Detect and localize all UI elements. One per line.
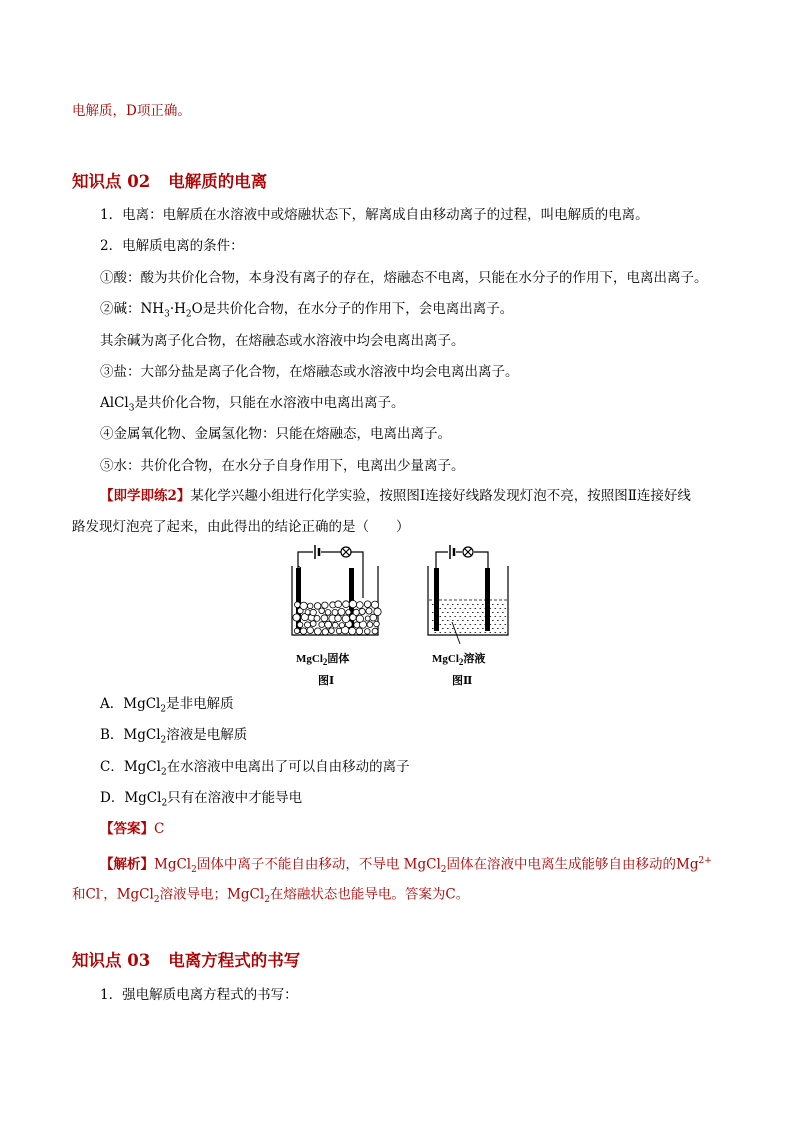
option-d-text: D．MgCl xyxy=(100,790,162,806)
alcl-sub: 3 xyxy=(128,403,135,414)
solid-particle xyxy=(305,622,311,628)
option-d-text-2: 只有在溶液中才能导电 xyxy=(167,790,303,806)
solution-dot xyxy=(447,620,449,621)
solution-dot xyxy=(502,612,504,613)
option-a-sub: 2 xyxy=(160,704,167,715)
solid-particle xyxy=(366,608,372,614)
figure-1-circuit xyxy=(285,540,385,645)
base-text-3: O是共价化合物，在水分子的作用下，会电离出离子。 xyxy=(191,301,514,317)
analysis-2c: 溶液导电；MgCl xyxy=(159,886,265,903)
base-sub-2: 2 xyxy=(185,309,192,320)
solid-particle xyxy=(342,615,350,623)
option-a xyxy=(100,694,234,720)
analysis-1d: 固体在溶液中电离生成能够自由移动的 xyxy=(446,856,676,873)
section-03-heading xyxy=(72,947,300,971)
solution-dot xyxy=(490,632,492,633)
solid-particle xyxy=(322,629,328,635)
solution-dot xyxy=(470,632,472,633)
solution-dot xyxy=(502,604,504,605)
solution-dot xyxy=(452,612,454,613)
solid-particle xyxy=(349,627,356,634)
analysis-1c-sub: 2 xyxy=(440,865,447,876)
solution-dot xyxy=(455,616,457,617)
analysis-1b: 固体中离子不能自由移动，不导电 xyxy=(196,856,400,873)
solution-dot xyxy=(492,620,494,621)
exercise-tag: 【即学即练2】 xyxy=(100,488,191,504)
solid-particle xyxy=(314,603,321,610)
analysis-line-1 xyxy=(100,851,712,880)
solid-particle xyxy=(374,621,380,627)
solution-dot xyxy=(460,616,462,617)
paragraph-salt: ③盐：大部分盐是离子化合物，在熔融态或水溶液中均会电离出离子。 xyxy=(100,364,519,380)
solution-dot xyxy=(462,628,464,629)
fig2-label-sub: 2 xyxy=(458,657,464,668)
solution-dot xyxy=(482,620,484,621)
paragraph-metal-oxide: ④金属氧化物、金属氢化物：只能在熔融态，电离出离子。 xyxy=(100,426,451,442)
fig1-label-text: MgCl xyxy=(296,653,323,665)
solid-particle xyxy=(372,628,378,634)
solution-dot xyxy=(477,628,479,629)
solution-dot xyxy=(442,612,444,613)
analysis-1c: MgCl xyxy=(399,856,441,873)
solution-dot xyxy=(445,632,447,633)
analysis-2b-sub: 2 xyxy=(153,895,160,906)
base-text-1: ②碱：NH xyxy=(100,301,165,317)
option-c-sub: 2 xyxy=(160,767,167,778)
alcl-text: AlCl xyxy=(100,395,129,411)
paragraph-base xyxy=(100,299,513,325)
solution-dot xyxy=(472,620,474,621)
fig2-label-text-2: 溶液 xyxy=(463,653,486,665)
solid-particle xyxy=(314,615,320,621)
option-c-text-2: 在水溶液中电离出了可以自由移动的离子 xyxy=(166,759,410,775)
answer-line xyxy=(100,819,164,839)
solution-dot xyxy=(452,604,454,605)
paragraph-alcl3 xyxy=(100,393,404,419)
solution-dot xyxy=(470,608,472,609)
solid-particle xyxy=(305,610,310,615)
solution-dot xyxy=(447,628,449,629)
solution-dot xyxy=(440,632,442,633)
solution-dot xyxy=(432,628,434,629)
solution-dot xyxy=(495,616,497,617)
solution-dot xyxy=(465,616,467,617)
analysis-1a: MgCl xyxy=(154,856,192,873)
solution-dot xyxy=(465,632,467,633)
solution-dot xyxy=(485,632,487,633)
analysis-2a: 和Cl xyxy=(72,886,101,903)
solid-particle xyxy=(322,602,328,608)
solution-dot xyxy=(462,604,464,605)
solid-particle xyxy=(310,621,316,627)
section-02-heading xyxy=(72,168,267,192)
solution-dot xyxy=(467,620,469,621)
solid-particle xyxy=(339,623,344,628)
solid-particle xyxy=(365,629,371,635)
solution-dot xyxy=(480,608,482,609)
analysis-2b: ，MgCl xyxy=(103,886,154,903)
solution-dot xyxy=(477,612,479,613)
analysis-2a-sup: - xyxy=(100,886,104,896)
solution-dot xyxy=(482,628,484,629)
solution-dot xyxy=(492,628,494,629)
solution-dot xyxy=(457,628,459,629)
solid-particle xyxy=(321,615,328,622)
alcl-text-2: 是共价化合物，只能在水溶液中电离出离子。 xyxy=(134,395,405,411)
analysis-1a-sub: 2 xyxy=(191,865,197,876)
analysis-1e-sup: 2+ xyxy=(698,856,712,866)
figure-2-label xyxy=(432,650,485,667)
solution-dot xyxy=(500,632,502,633)
solution-dot xyxy=(467,604,469,605)
solution-dot xyxy=(475,632,477,633)
solid-particle xyxy=(297,622,303,628)
solid-particle xyxy=(349,600,356,607)
solution-dot xyxy=(502,620,504,621)
solution-dot xyxy=(447,612,449,613)
analysis-1e: Mg xyxy=(676,856,699,873)
solution-dot xyxy=(450,616,452,617)
solution-dot xyxy=(442,604,444,605)
solution-dot xyxy=(452,620,454,621)
solution-dot xyxy=(477,604,479,605)
solid-particle xyxy=(356,615,363,622)
section-02-title: 电解质的电离 xyxy=(168,172,268,191)
paragraph-strong-electrolyte: 1．强电解质电离方程式的书写： xyxy=(100,987,298,1003)
section-03-title: 电离方程式的书写 xyxy=(168,951,301,970)
solid-particle xyxy=(294,628,299,633)
solution-dot xyxy=(477,620,479,621)
option-d xyxy=(100,788,302,814)
solution-dot xyxy=(475,608,477,609)
solution-dot xyxy=(500,624,502,625)
solution-dot xyxy=(432,604,434,605)
solution-dot xyxy=(505,616,507,617)
analysis-2c-sub: 2 xyxy=(264,895,270,906)
solution-dot xyxy=(482,604,484,605)
paragraph-water: ⑤水：共价化合物，在水分子自身作用下，电离出少量离子。 xyxy=(100,458,465,474)
fig2-label-text: MgCl xyxy=(432,653,459,665)
solution-dot xyxy=(457,604,459,605)
base-sub-1: 3 xyxy=(164,309,170,320)
solid-particle xyxy=(371,601,378,608)
solution-dot xyxy=(460,608,462,609)
solution-dot xyxy=(505,632,507,633)
solid-particle xyxy=(319,622,325,628)
solid-particle xyxy=(325,610,331,616)
solution-dot xyxy=(492,604,494,605)
solution-dot xyxy=(445,616,447,617)
solution-dot xyxy=(505,624,507,625)
solid-particle xyxy=(310,609,316,615)
solution-dot xyxy=(442,628,444,629)
solution-dot xyxy=(480,632,482,633)
solid-particle xyxy=(329,628,335,634)
solution-dot xyxy=(435,632,437,633)
solution-dot xyxy=(455,608,457,609)
figure-2-circuit xyxy=(418,540,518,645)
analysis-tag: 【解析】 xyxy=(100,856,154,873)
section-02-number: 知识点 02 xyxy=(72,172,151,191)
figure-2-name: 图Ⅱ xyxy=(452,675,473,687)
solution-dot xyxy=(457,620,459,621)
option-b xyxy=(100,725,247,751)
solution-dot xyxy=(475,624,477,625)
solution-dot xyxy=(462,620,464,621)
solution-dot xyxy=(457,612,459,613)
solution-dot xyxy=(495,624,497,625)
solution-dot xyxy=(442,620,444,621)
solution-dot xyxy=(482,612,484,613)
solid-particle xyxy=(314,628,321,635)
solid-particle xyxy=(332,622,338,628)
solid-particle xyxy=(295,602,301,608)
solid-particle xyxy=(353,609,359,615)
solution-dot xyxy=(497,612,499,613)
solution-dot xyxy=(465,608,467,609)
option-b-text-2: 溶液是电解质 xyxy=(166,727,248,743)
solution-dot xyxy=(440,616,442,617)
solid-particle xyxy=(356,628,363,635)
solution-dot xyxy=(470,624,472,625)
solution-dot xyxy=(505,608,507,609)
option-a-text: A．MgCl xyxy=(100,696,161,712)
solution-dot xyxy=(495,608,497,609)
solution-dot xyxy=(467,612,469,613)
paragraph-other-base: 其余碱为离子化合物，在熔融态或水溶液中均会电离出离子。 xyxy=(100,333,465,349)
solid-particle xyxy=(325,621,332,628)
solution-dot xyxy=(447,604,449,605)
solution-dot xyxy=(472,628,474,629)
figure-1-label xyxy=(296,650,349,667)
solid-particle xyxy=(300,628,306,634)
analysis-2d: 在熔融状态也能导电。答案为C。 xyxy=(269,886,470,903)
solution-dot xyxy=(480,624,482,625)
solution-dot xyxy=(462,612,464,613)
option-b-sub: 2 xyxy=(160,735,167,746)
solution-dot xyxy=(470,616,472,617)
solution-dot xyxy=(455,632,457,633)
solution-dot xyxy=(452,628,454,629)
solution-dot xyxy=(497,604,499,605)
option-c-text: C．MgCl xyxy=(100,759,161,775)
option-c xyxy=(100,757,410,783)
solution-dot xyxy=(460,624,462,625)
fig1-label-sub: 2 xyxy=(322,657,328,668)
solution-dot xyxy=(465,624,467,625)
option-b-text: B．MgCl xyxy=(100,727,161,743)
solution-dot xyxy=(472,612,474,613)
solution-dot xyxy=(497,620,499,621)
option-a-text-2: 是非电解质 xyxy=(166,696,234,712)
solution-dot xyxy=(497,628,499,629)
solution-dot xyxy=(492,612,494,613)
option-d-sub: 2 xyxy=(161,798,168,809)
solid-particle xyxy=(346,610,351,615)
answer-value: C xyxy=(154,821,165,837)
solution-dot xyxy=(450,624,452,625)
solution-dot xyxy=(472,604,474,605)
solid-particle xyxy=(359,608,365,614)
paragraph-ionization-conditions: 2．电解质电离的条件： xyxy=(100,238,244,254)
section-03-number: 知识点 03 xyxy=(72,951,151,970)
solid-particle xyxy=(338,608,345,615)
solution-dot xyxy=(440,624,442,625)
exercise-stem-line-2: 路发现灯泡亮了起来，由此得出的结论正确的是（ ） xyxy=(72,519,410,535)
exercise-stem-text-1: 某化学兴趣小组进行化学实验，按照图Ⅰ连接好线路发现灯泡不亮，按照图Ⅱ连接好线 xyxy=(190,488,691,504)
solution-dot xyxy=(495,632,497,633)
solid-particle xyxy=(367,622,373,628)
exercise-stem-line-1 xyxy=(100,486,691,506)
solution-dot xyxy=(445,624,447,625)
analysis-line-2 xyxy=(72,881,469,910)
solution-dot xyxy=(500,616,502,617)
solid-particle xyxy=(343,601,350,608)
solution-dot xyxy=(450,608,452,609)
figure-1-name: 图Ⅰ xyxy=(318,675,335,687)
solution-dot xyxy=(455,624,457,625)
solution-dot xyxy=(432,620,434,621)
solid-particle xyxy=(293,614,300,621)
solution-dot xyxy=(480,616,482,617)
solid-particle xyxy=(335,601,342,608)
solid-particle xyxy=(364,601,371,608)
continuation-text: 电解质，D项正确。 xyxy=(72,103,191,119)
answer-tag: 【答案】 xyxy=(100,821,154,837)
solution-dot xyxy=(440,608,442,609)
paragraph-acid: ①酸：酸为共价化合物，本身没有离子的存在，熔融态不电离，只能在水分子的作用下，电离出离子。 xyxy=(100,270,708,286)
solution-dot xyxy=(475,616,477,617)
solid-particle xyxy=(374,608,381,615)
solid-particle xyxy=(335,615,342,622)
base-text-2: ·H xyxy=(169,301,186,317)
solid-particle xyxy=(300,602,307,609)
solid-particle xyxy=(332,609,338,615)
paragraph-ionization-definition: 1．电离：电解质在水溶液中或熔融状态下，解离成自由移动离子的过程，叫电解质的电离。 xyxy=(100,207,649,223)
solution-dot xyxy=(467,628,469,629)
solution-dot xyxy=(450,632,452,633)
solution-dot xyxy=(500,608,502,609)
solution-dot xyxy=(445,608,447,609)
solution-dot xyxy=(460,632,462,633)
fig1-label-text-2: 固体 xyxy=(327,653,350,665)
solution-dot xyxy=(502,628,504,629)
solid-particle xyxy=(307,603,313,609)
solid-particle xyxy=(356,602,363,609)
solution-dot xyxy=(432,612,434,613)
